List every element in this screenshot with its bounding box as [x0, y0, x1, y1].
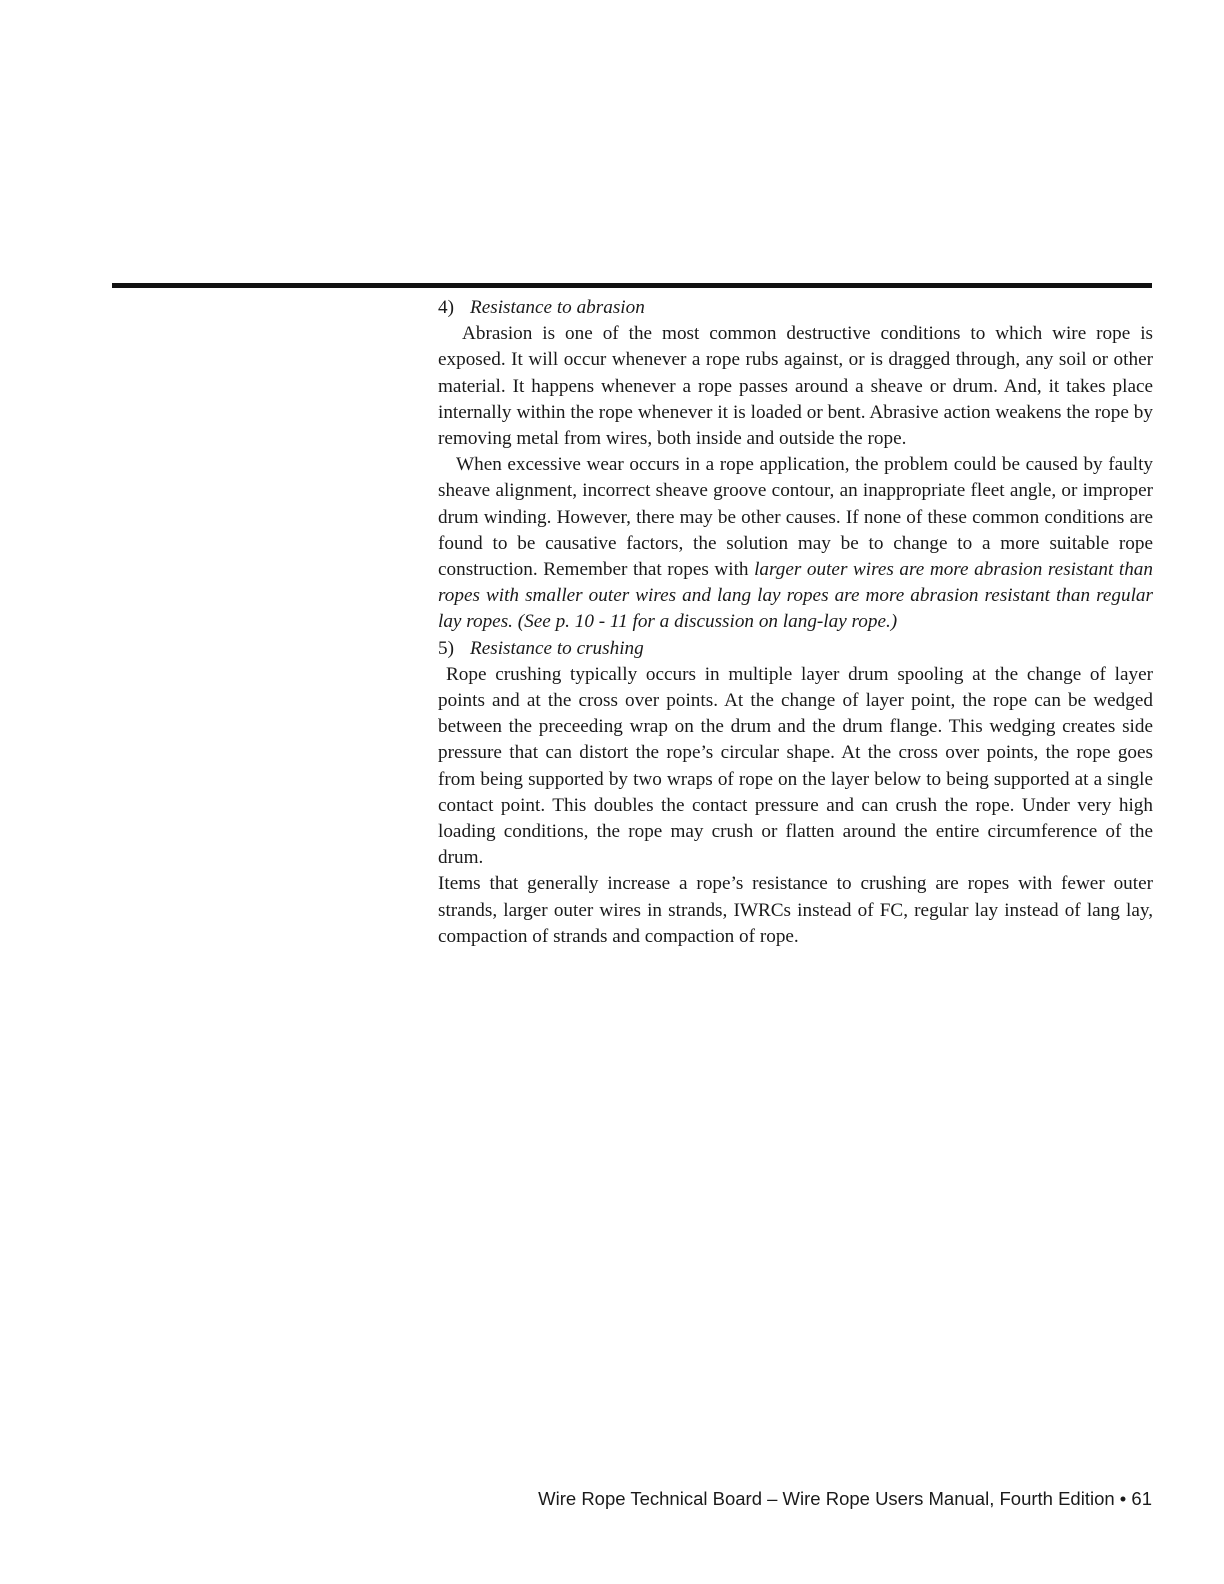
section-4-paragraph-1: Abrasion is one of the most common destructive conditions to which wire rope is exposed. It will occur whenever a rope rubs against, or is dragged through, any soil or other material. It happens whenever a rope passes around a sheave or drum. And, it takes place internally within the rope whenever it is loaded or bent. Abrasive action weakens the rope by removing metal from wires, both inside and outside the rope. [438, 323, 1153, 450]
section-5-heading [438, 636, 1153, 662]
section-4-heading [438, 295, 1153, 321]
page-footer: Wire Rope Technical Board – Wire Rope Users Manual, Fourth Edition • 61 [538, 1488, 1152, 1509]
section-4-paragraph-2 [438, 452, 1153, 635]
section-5-paragraph-2: Items that generally increase a rope’s resistance to crushing are ropes with fewer outer strands, larger outer wires in strands, IWRCs instead of FC, regular lay instead of lang lay, compaction of strands and compaction of rope. [438, 873, 1153, 947]
section-4-paragraph-2-text: When excessive wear occurs in a rope application, the problem could be caused by faulty sheave alignment, incorrect sheave groove contour, an inappropriate fleet angle, or improper drum winding. However, there may be other causes. If none of these common conditions are found to be causative factors, the solution may be to change to a more suitable rope construction. Remember that ropes with [438, 454, 1153, 581]
top-horizontal-rule [112, 283, 1152, 288]
section-5-number: 5) [438, 637, 454, 659]
section-4-title: Resistance to abrasion [470, 297, 645, 318]
body-text [438, 295, 1153, 950]
section-4-paragraph-2-emphasis: larger outer wires are more abrasion resistant than ropes with smaller outer wires and lang lay ropes are more abrasion resistant than regular lay ropes. (See p. 10 - 11 for a discussion on lang-lay rope.) [438, 559, 1153, 633]
section-4-number: 4) [438, 297, 454, 318]
section-5-title: Resistance to crushing [470, 637, 644, 659]
section-5-paragraph-1: Rope crushing typically occurs in multiple layer drum spooling at the change of layer points and at the cross over points. At the change of layer point, the rope can be wedged between the preceeding wrap on the drum and the drum flange. This wedging creates side pressure that can distort the rope’s circular shape. At the cross over points, the rope goes from being supported by two wraps of rope on the layer below to being supported at a single contact point. This doubles the contact pressure and can crush the rope. Under very high loading conditions, the rope may crush or flatten around the entire circumference of the drum. [438, 663, 1153, 869]
